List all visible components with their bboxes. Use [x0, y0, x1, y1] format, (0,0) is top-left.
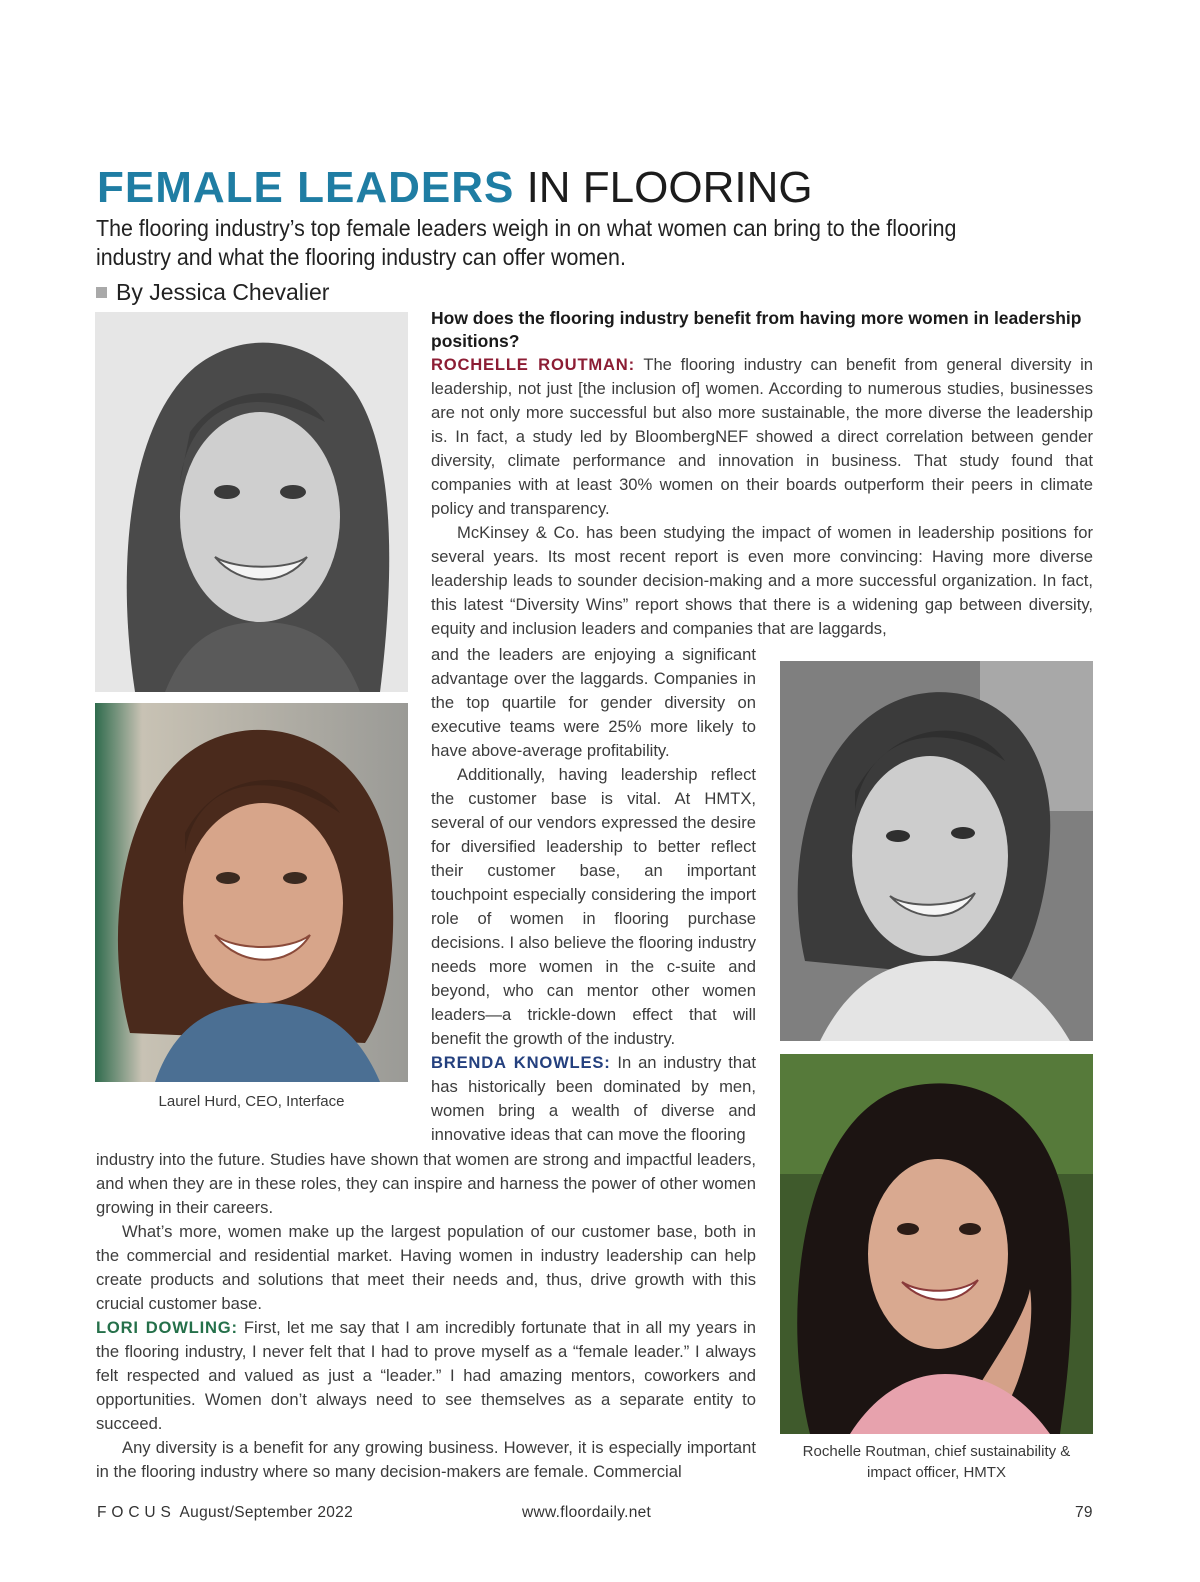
rochelle-paragraph-3: Additionally, having leadership reflect the customer base is vital. At HMTX, several of our vendors expressed the desire for diversified leadership to better reflect their customer base, an important touchpoint especially considering the import role of women in flooring purchase decisions. I also believe the flooring industry needs more women in the c-suite and beyond, who can mentor other women leaders—a trickle-down effect that will benefit the growth of the industry.: [431, 765, 756, 1048]
rochelle-paragraph-1: ROCHELLE ROUTMAN: The flooring industry can benefit from general diversity in leadership, not just [the inclusion of] women. According to numerous studies, businesses are not only more successful but also more sustainable, the more diverse the leadership is. In fact, a study led by BloombergNEF showed a direct correlation between gender diversity, climate performance and innovation in business. That study found that companies with at least 30% women on their boards outperform their peers in climate policy and transparency.: [431, 355, 1093, 518]
body-column-narrow: [431, 643, 756, 1147]
brenda-paragraph-2: What’s more, women make up the largest population of our customer base, both in the commercial and residential market. Having women in industry leadership can help create products and solutions that meet their needs and, thus, drive growth with this crucial customer base.: [96, 1222, 756, 1313]
brenda-paragraph-1b: industry into the future. Studies have shown that women are strong and impactful leaders, and when they are in these roles, they can inspire and harness the power of other women growing in their careers.: [96, 1150, 756, 1217]
footer-page-number: 79: [1075, 1504, 1093, 1521]
article-title: [97, 160, 813, 216]
title-rest: IN FLOORING: [514, 163, 813, 212]
title-accent: FEMALE LEADERS: [97, 163, 515, 212]
portrait-photo-rochelle-routman: [780, 1054, 1093, 1434]
portrait-photo-1: [95, 312, 408, 692]
byline-author: By Jessica Chevalier: [116, 279, 330, 305]
body-column-wide: [431, 307, 1093, 641]
rochelle-paragraph-2-continued: and the leaders are enjoying a significant advantage over the laggards. Companies in the top quartile for gender diversity on executive teams were 25% more likely to have above-average profitability.: [431, 645, 756, 760]
interview-question: How does the flooring industry benefit from having more women in leadership positions?: [431, 308, 1082, 351]
caption-laurel-hurd: Laurel Hurd, CEO, Interface: [158, 1093, 345, 1110]
lori-paragraph-1: LORI DOWLING: First, let me say that I am incredibly fortunate that in all my years in the flooring industry, I never felt that I had to prove myself as a “female leader.” I always felt respected and valued as just a “leader.” I had amazing mentors, coworkers and opportunities. Women don’t always need to see themselves as a separate entity to succeed.: [96, 1318, 756, 1433]
caption-rochelle-routman: Rochelle Routman, chief sustainability & impact officer, HMTX: [802, 1443, 1071, 1481]
byline: [96, 278, 329, 306]
brenda-paragraph-1a: BRENDA KNOWLES: In an industry that has historically been dominated by men, women bring a wealth of diverse and innovative ideas that can move the flooring: [431, 1053, 756, 1144]
speaker-brenda-knowles: BRENDA KNOWLES:: [431, 1053, 611, 1072]
body-column-lower: [96, 1148, 756, 1484]
footer-url[interactable]: www.floordaily.net: [522, 1504, 652, 1521]
portrait-photo-3: [780, 661, 1093, 1041]
rochelle-paragraph-2: McKinsey & Co. has been studying the impact of women in leadership positions for several years. Its most recent report is even more convincing: Having more diverse leadership leads to sounder decision-making and a more successful organization. In fact, this latest “Diversity Wins” report shows that there is a widening gap between diversity, equity and inclusion leaders and companies that are laggards,: [431, 523, 1093, 638]
footer-publication: F O C U S August/September 2022: [97, 1504, 354, 1521]
portrait-photo-laurel-hurd: [95, 703, 408, 1082]
speaker-rochelle-routman: ROCHELLE ROUTMAN:: [431, 355, 635, 374]
article-deck: The flooring industry’s top female leaders weigh in on what women can bring to the flooring industry and what the flooring industry can offer women.: [96, 215, 957, 270]
lori-paragraph-2: Any diversity is a benefit for any growing business. However, it is especially important in the flooring industry where so many decision-makers are female. Commercial: [96, 1438, 756, 1481]
speaker-lori-dowling: LORI DOWLING:: [96, 1318, 238, 1337]
byline-square-icon: [96, 287, 107, 298]
